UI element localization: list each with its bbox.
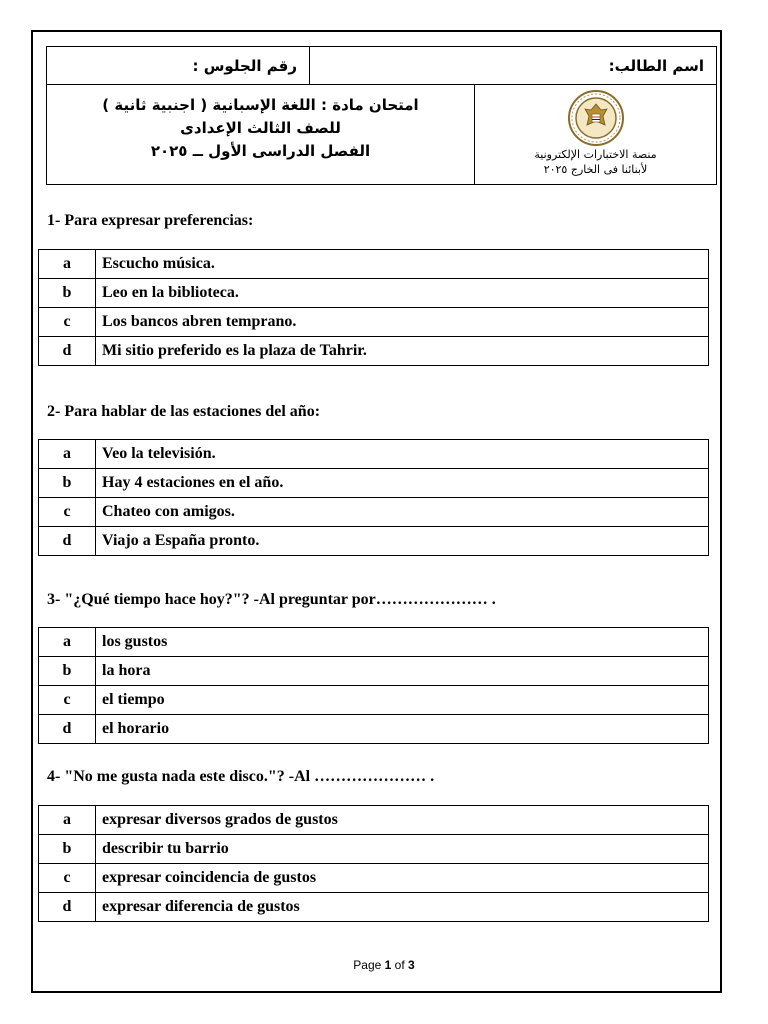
- option-key: b: [39, 279, 96, 308]
- option-row[interactable]: [39, 628, 709, 657]
- option-row[interactable]: [39, 337, 709, 366]
- option-key: a: [39, 250, 96, 279]
- option-key: a: [39, 806, 96, 835]
- platform-name: منصة الاختبارات الإلكترونية: [534, 148, 657, 161]
- page-footer: [0, 958, 768, 972]
- option-text: expresar diferencia de gustos: [96, 893, 709, 922]
- question-2-options: [38, 439, 709, 556]
- exam-header: [46, 46, 717, 185]
- option-key: d: [39, 893, 96, 922]
- option-row[interactable]: [39, 806, 709, 835]
- option-key: c: [39, 308, 96, 337]
- current-page-number: 1: [384, 958, 392, 972]
- option-text: Chateo con amigos.: [96, 498, 709, 527]
- question-3-title: 3- "¿Qué tiempo hace hoy?"? -Al preguntar por………………… .: [47, 591, 496, 608]
- option-text: los gustos: [96, 628, 709, 657]
- option-key: c: [39, 864, 96, 893]
- option-key: a: [39, 628, 96, 657]
- option-row[interactable]: [39, 308, 709, 337]
- exam-grade: للصف الثالث الإعدادى: [180, 119, 341, 137]
- exam-subject: امتحان مادة : اللغة الإسبانية ( اجنبية ثانية ): [102, 96, 419, 114]
- option-key: c: [39, 686, 96, 715]
- option-key: d: [39, 715, 96, 744]
- student-name-label: اسم الطالب:: [608, 57, 704, 75]
- option-text: Hay 4 estaciones en el año.: [96, 469, 709, 498]
- option-row[interactable]: [39, 279, 709, 308]
- option-row[interactable]: [39, 657, 709, 686]
- exam-term: الفصل الدراسى الأول ــ ٢٠٢٥: [150, 142, 371, 160]
- option-row[interactable]: [39, 440, 709, 469]
- option-text: Veo la televisión.: [96, 440, 709, 469]
- option-row[interactable]: [39, 250, 709, 279]
- option-text: la hora: [96, 657, 709, 686]
- question-1-options: [38, 249, 709, 366]
- platform-block: [475, 85, 716, 184]
- question-4-title: 4- "No me gusta nada este disco."? -Al ………………… .: [47, 768, 435, 785]
- option-text: Los bancos abren temprano.: [96, 308, 709, 337]
- question-1-title: 1- Para expresar preferencias:: [47, 212, 254, 229]
- total-pages-number: 3: [408, 958, 415, 972]
- question-2-title: 2- Para hablar de las estaciones del año:: [47, 403, 321, 420]
- option-row[interactable]: [39, 893, 709, 922]
- option-key: c: [39, 498, 96, 527]
- option-key: d: [39, 527, 96, 556]
- option-text: Leo en la biblioteca.: [96, 279, 709, 308]
- option-row[interactable]: [39, 469, 709, 498]
- page-word: Page: [353, 958, 382, 972]
- option-key: a: [39, 440, 96, 469]
- option-key: b: [39, 469, 96, 498]
- option-text: Viajo a España pronto.: [96, 527, 709, 556]
- option-text: el tiempo: [96, 686, 709, 715]
- option-text: Mi sitio preferido es la plaza de Tahrir.: [96, 337, 709, 366]
- option-key: b: [39, 835, 96, 864]
- exam-title-block: [47, 85, 475, 184]
- option-key: d: [39, 337, 96, 366]
- of-word: of: [394, 958, 405, 972]
- question-4-options: [38, 805, 709, 922]
- option-row[interactable]: [39, 686, 709, 715]
- option-key: b: [39, 657, 96, 686]
- option-row[interactable]: [39, 835, 709, 864]
- option-text: Escucho música.: [96, 250, 709, 279]
- question-3-options: [38, 627, 709, 744]
- ministry-seal-icon: [567, 89, 625, 147]
- option-text: expresar diversos grados de gustos: [96, 806, 709, 835]
- platform-subtitle: لأبنائنا فى الخارج ٢٠٢٥: [543, 163, 648, 176]
- option-text: expresar coincidencia de gustos: [96, 864, 709, 893]
- option-row[interactable]: [39, 498, 709, 527]
- seat-number-field: [47, 47, 310, 84]
- seat-number-label: رقم الجلوس :: [192, 57, 297, 75]
- option-row[interactable]: [39, 864, 709, 893]
- option-text: describir tu barrio: [96, 835, 709, 864]
- option-text: el horario: [96, 715, 709, 744]
- option-row[interactable]: [39, 527, 709, 556]
- option-row[interactable]: [39, 715, 709, 744]
